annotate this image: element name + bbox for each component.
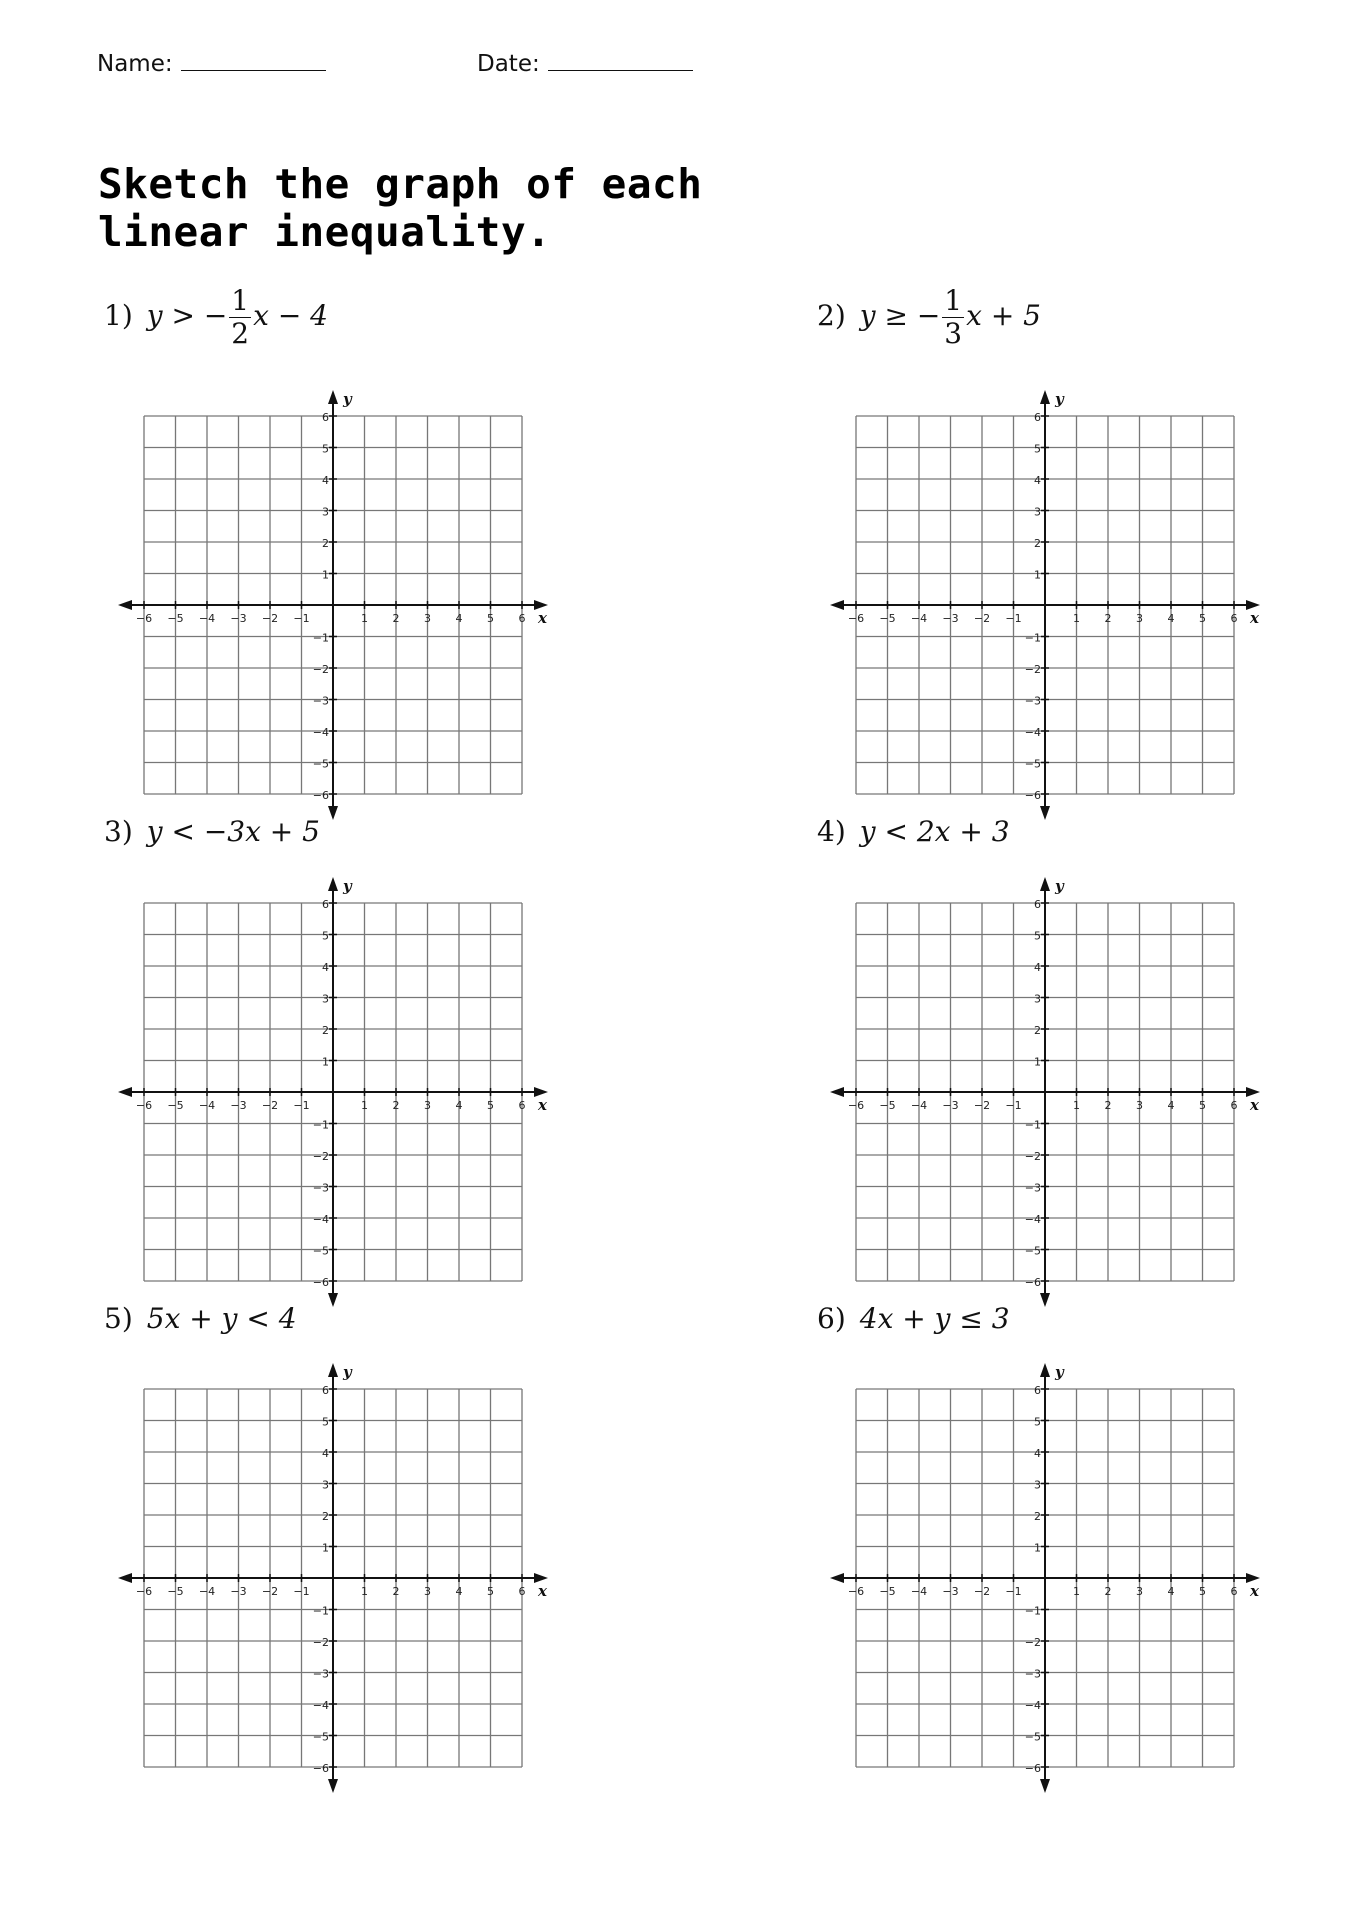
- y-tick-label: −1: [1024, 1604, 1041, 1618]
- date-label: Date:: [477, 51, 540, 77]
- x-tick-label: −3: [230, 1099, 247, 1112]
- y-tick-label: 3: [1034, 505, 1041, 519]
- x-tick-label: 6: [1230, 1585, 1238, 1598]
- y-axis-arrow-down-icon: [1040, 1293, 1050, 1307]
- x-tick-label: −5: [167, 1585, 184, 1598]
- x-tick-label: −1: [1005, 1585, 1022, 1598]
- x-tick-label: 2: [392, 1099, 400, 1112]
- y-axis-label: y: [1055, 1363, 1064, 1381]
- y-tick-label: −5: [312, 757, 329, 771]
- y-tick-label: −5: [312, 1244, 329, 1258]
- y-tick-label: 5: [1034, 929, 1041, 943]
- x-axis-label: x: [1250, 609, 1259, 627]
- y-tick-label: −2: [312, 1636, 329, 1649]
- x-tick-label: −5: [879, 612, 896, 625]
- x-tick-label: 5: [487, 1585, 494, 1598]
- y-tick-label: 2: [1034, 1510, 1041, 1523]
- x-tick-label: −2: [973, 1099, 991, 1112]
- y-tick-label: 6: [1034, 1384, 1041, 1397]
- coordinate-grid-5[interactable]: [118, 1363, 548, 1793]
- y-tick-label: −6: [1024, 1762, 1041, 1775]
- x-tick-label: −2: [261, 612, 279, 625]
- y-tick-label: −6: [1024, 1276, 1041, 1289]
- x-axis-arrow-left-icon: [118, 1573, 132, 1583]
- y-tick-label: −2: [312, 1150, 329, 1163]
- x-tick-label: −5: [879, 1585, 896, 1598]
- y-tick-label: −2: [312, 663, 329, 676]
- y-tick-label: −1: [312, 1604, 329, 1618]
- x-tick-label: 3: [424, 612, 431, 625]
- y-tick-label: 1: [322, 1055, 329, 1069]
- problem-expression: 5x + y < 4: [146, 1302, 297, 1335]
- coordinate-grid-4[interactable]: [830, 877, 1260, 1307]
- x-tick-label: 3: [424, 1099, 431, 1112]
- coordinate-grid-2[interactable]: [830, 390, 1260, 820]
- x-tick-label: −1: [293, 612, 310, 625]
- x-tick-label: −2: [261, 1099, 279, 1112]
- x-tick-label: 6: [1230, 1099, 1238, 1112]
- y-tick-label: 5: [1034, 442, 1041, 456]
- x-axis-label: x: [538, 1096, 547, 1114]
- x-tick-label: −4: [198, 1099, 216, 1112]
- y-tick-label: −6: [1024, 789, 1041, 802]
- y-axis-arrow-down-icon: [328, 806, 338, 820]
- x-tick-label: −4: [910, 1099, 928, 1112]
- y-tick-label: −4: [312, 1699, 329, 1712]
- y-tick-label: −3: [1024, 1667, 1041, 1681]
- problem-number: 1): [104, 299, 133, 332]
- x-tick-label: 1: [361, 612, 368, 625]
- problem-number: 4): [817, 815, 846, 848]
- x-tick-label: 2: [1104, 1099, 1112, 1112]
- y-tick-label: −6: [312, 1762, 329, 1775]
- x-tick-label: −2: [261, 1585, 279, 1598]
- y-axis-arrow-down-icon: [328, 1779, 338, 1793]
- y-tick-label: 3: [322, 1478, 329, 1492]
- y-tick-label: 1: [1034, 1541, 1041, 1555]
- problem-number: 6): [817, 1302, 846, 1335]
- problem-expression: y < 2x + 3: [859, 815, 1010, 848]
- x-tick-label: −5: [167, 612, 184, 625]
- x-tick-label: −4: [910, 1585, 928, 1598]
- y-tick-label: −6: [312, 1276, 329, 1289]
- x-tick-label: 3: [1136, 612, 1143, 625]
- x-tick-label: 6: [518, 1099, 526, 1112]
- x-tick-label: 2: [1104, 1585, 1112, 1598]
- x-tick-label: 3: [424, 1585, 431, 1598]
- problem-expression: y ≥ − $\frac{1}{3}$ x + 5: [859, 284, 1041, 350]
- x-tick-label: 5: [1199, 1585, 1206, 1598]
- y-tick-label: 6: [322, 411, 329, 424]
- coordinate-grid-6[interactable]: [830, 1363, 1260, 1793]
- y-tick-label: 4: [1034, 961, 1041, 974]
- x-tick-label: 6: [518, 612, 526, 625]
- y-axis-label: y: [1055, 877, 1064, 895]
- problem-number: 5): [104, 1302, 133, 1335]
- y-tick-label: 2: [322, 1510, 329, 1523]
- x-axis-arrow-left-icon: [830, 600, 844, 610]
- y-tick-label: 2: [322, 537, 329, 550]
- x-tick-label: −6: [847, 612, 865, 625]
- y-axis-arrow-up-icon: [328, 877, 338, 891]
- y-tick-label: −3: [312, 694, 329, 708]
- x-tick-label: 4: [455, 1585, 463, 1598]
- y-axis-arrow-up-icon: [1040, 1363, 1050, 1377]
- y-tick-label: −1: [1024, 1118, 1041, 1132]
- x-tick-label: −2: [973, 1585, 991, 1598]
- x-tick-label: 6: [1230, 612, 1238, 625]
- y-axis-arrow-down-icon: [328, 1293, 338, 1307]
- y-tick-label: 5: [322, 442, 329, 456]
- x-tick-label: 2: [1104, 612, 1112, 625]
- x-tick-label: −6: [135, 612, 153, 625]
- coordinate-grid-1[interactable]: [118, 390, 548, 820]
- x-axis-label: x: [538, 609, 547, 627]
- y-tick-label: 2: [322, 1024, 329, 1037]
- x-tick-label: 3: [1136, 1099, 1143, 1112]
- y-tick-label: 4: [322, 1447, 329, 1460]
- y-tick-label: 3: [1034, 1478, 1041, 1492]
- x-tick-label: −3: [942, 1585, 959, 1598]
- y-axis-label: y: [343, 1363, 352, 1381]
- y-tick-label: −2: [1024, 663, 1041, 676]
- y-axis-label: y: [343, 877, 352, 895]
- y-axis-arrow-up-icon: [328, 1363, 338, 1377]
- y-tick-label: 6: [322, 898, 329, 911]
- y-tick-label: −5: [1024, 757, 1041, 771]
- y-tick-label: −4: [312, 726, 329, 739]
- y-axis-arrow-down-icon: [1040, 1779, 1050, 1793]
- y-tick-label: 1: [322, 568, 329, 582]
- y-tick-label: 5: [1034, 1415, 1041, 1429]
- x-tick-label: −6: [135, 1099, 153, 1112]
- x-tick-label: −1: [293, 1099, 310, 1112]
- y-tick-label: −1: [312, 631, 329, 645]
- y-tick-label: 1: [1034, 568, 1041, 582]
- x-tick-label: −1: [1005, 612, 1022, 625]
- x-tick-label: 4: [1167, 1585, 1175, 1598]
- x-tick-label: −1: [1005, 1099, 1022, 1112]
- y-tick-label: 4: [322, 961, 329, 974]
- y-tick-label: 6: [1034, 898, 1041, 911]
- y-tick-label: 5: [322, 1415, 329, 1429]
- y-tick-label: −3: [312, 1181, 329, 1195]
- x-tick-label: 4: [455, 1099, 463, 1112]
- x-tick-label: −4: [198, 612, 216, 625]
- x-tick-label: 1: [361, 1099, 368, 1112]
- x-tick-label: 4: [1167, 612, 1175, 625]
- coordinate-grid-3[interactable]: [118, 877, 548, 1307]
- y-tick-label: −2: [1024, 1150, 1041, 1163]
- x-axis-arrow-left-icon: [118, 1087, 132, 1097]
- x-tick-label: 2: [392, 1585, 400, 1598]
- problem-number: 3): [104, 815, 133, 848]
- title-line-1: Sketch the graph of each: [98, 160, 703, 208]
- y-tick-label: −1: [312, 1118, 329, 1132]
- y-axis-arrow-down-icon: [1040, 806, 1050, 820]
- y-tick-label: −5: [312, 1730, 329, 1744]
- x-tick-label: 5: [487, 612, 494, 625]
- y-tick-label: −4: [1024, 726, 1041, 739]
- y-tick-label: 4: [1034, 1447, 1041, 1460]
- x-tick-label: −1: [293, 1585, 310, 1598]
- x-tick-label: −3: [942, 1099, 959, 1112]
- fraction: $\frac{1}{2}$: [231, 284, 250, 350]
- x-tick-label: −6: [135, 1585, 153, 1598]
- x-tick-label: 3: [1136, 1585, 1143, 1598]
- problem-expression: y > − $\frac{1}{2}$ x − 4: [146, 284, 328, 350]
- y-tick-label: −3: [1024, 694, 1041, 708]
- problem-expression: 4x + y ≤ 3: [859, 1302, 1010, 1335]
- y-tick-label: −5: [1024, 1244, 1041, 1258]
- x-axis-label: x: [1250, 1582, 1259, 1600]
- x-tick-label: −4: [198, 1585, 216, 1598]
- y-axis-arrow-up-icon: [328, 390, 338, 404]
- y-tick-label: −4: [1024, 1213, 1041, 1226]
- x-tick-label: 4: [455, 612, 463, 625]
- x-axis-label: x: [538, 1582, 547, 1600]
- x-tick-label: −6: [847, 1099, 865, 1112]
- x-tick-label: −3: [230, 1585, 247, 1598]
- y-tick-label: 2: [1034, 1024, 1041, 1037]
- x-tick-label: 4: [1167, 1099, 1175, 1112]
- x-axis-arrow-left-icon: [118, 600, 132, 610]
- x-tick-label: 5: [1199, 612, 1206, 625]
- y-tick-label: 4: [322, 474, 329, 487]
- problem-number: 2): [817, 299, 846, 332]
- x-tick-label: 1: [1073, 1099, 1080, 1112]
- y-tick-label: 5: [322, 929, 329, 943]
- y-tick-label: 3: [322, 505, 329, 519]
- y-tick-label: 6: [1034, 411, 1041, 424]
- x-tick-label: 1: [1073, 612, 1080, 625]
- x-tick-label: −3: [942, 612, 959, 625]
- x-tick-label: −4: [910, 612, 928, 625]
- y-tick-label: −3: [312, 1667, 329, 1681]
- x-tick-label: 5: [1199, 1099, 1206, 1112]
- y-axis-arrow-up-icon: [1040, 390, 1050, 404]
- y-tick-label: 3: [1034, 992, 1041, 1006]
- x-tick-label: 1: [361, 1585, 368, 1598]
- y-tick-label: 3: [322, 992, 329, 1006]
- x-axis-arrow-left-icon: [830, 1573, 844, 1583]
- x-tick-label: −5: [167, 1099, 184, 1112]
- y-tick-label: −2: [1024, 1636, 1041, 1649]
- y-tick-label: −6: [312, 789, 329, 802]
- y-axis-label: y: [1055, 390, 1064, 408]
- x-tick-label: −5: [879, 1099, 896, 1112]
- x-axis-arrow-left-icon: [830, 1087, 844, 1097]
- fraction: $\frac{1}{3}$: [944, 284, 963, 350]
- x-tick-label: 1: [1073, 1585, 1080, 1598]
- name-label: Name:: [97, 51, 173, 77]
- x-axis-label: x: [1250, 1096, 1259, 1114]
- y-axis-arrow-up-icon: [1040, 877, 1050, 891]
- x-tick-label: 6: [518, 1585, 526, 1598]
- x-tick-label: −3: [230, 612, 247, 625]
- problem-expression: y < −3x + 5: [146, 815, 320, 848]
- y-tick-label: 6: [322, 1384, 329, 1397]
- y-tick-label: 4: [1034, 474, 1041, 487]
- x-tick-label: −6: [847, 1585, 865, 1598]
- x-tick-label: 5: [487, 1099, 494, 1112]
- y-tick-label: −4: [312, 1213, 329, 1226]
- y-tick-label: −4: [1024, 1699, 1041, 1712]
- title-line-2: linear inequality.: [98, 208, 552, 256]
- y-tick-label: 1: [322, 1541, 329, 1555]
- y-tick-label: 1: [1034, 1055, 1041, 1069]
- y-tick-label: −5: [1024, 1730, 1041, 1744]
- y-axis-label: y: [343, 390, 352, 408]
- x-tick-label: 2: [392, 612, 400, 625]
- y-tick-label: 2: [1034, 537, 1041, 550]
- x-tick-label: −2: [973, 612, 991, 625]
- y-tick-label: −1: [1024, 631, 1041, 645]
- y-tick-label: −3: [1024, 1181, 1041, 1195]
